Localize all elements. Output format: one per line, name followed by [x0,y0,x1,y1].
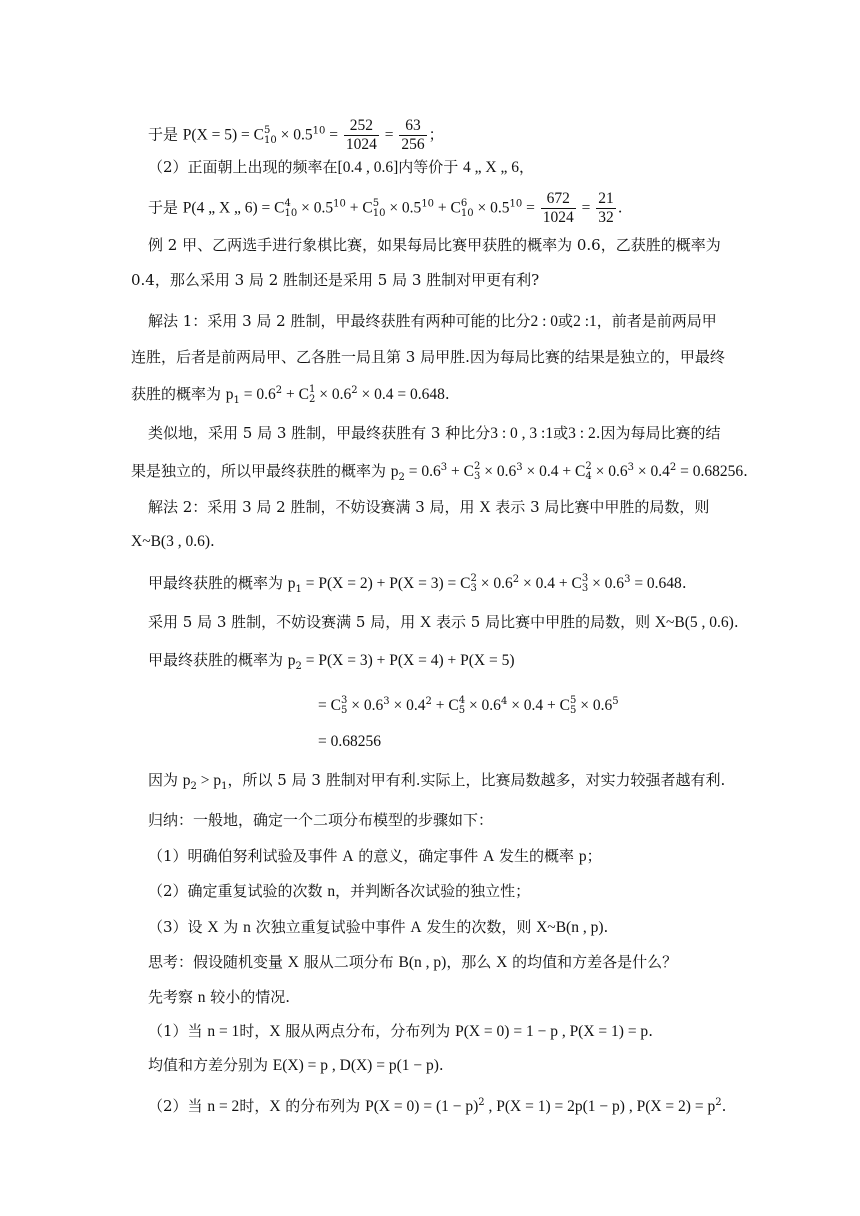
text-run: ，并判断各次试验的独立性； [335,882,531,900]
text-run: 服从二项分布 [298,953,399,971]
superscript: 4 [458,695,466,706]
superscript: 5 [264,124,271,136]
math-run: X [269,1098,281,1115]
text-run: 的意义，确定事件 [353,847,484,865]
text-run: 获胜的概率为 [131,385,226,403]
math-run: p [287,652,296,669]
line-12 [131,531,215,552]
math-run: + C [282,386,309,403]
math-run: p [287,575,296,592]
math-run: = [380,126,398,144]
index-pair [264,126,277,146]
text-run: （2）当 [148,1097,208,1115]
line-3 [148,190,623,227]
fraction [344,117,379,154]
line-2 [148,157,534,178]
subscript: 1 [295,584,302,595]
text-run: 较小的情况. [205,988,291,1006]
superscript: 10 [509,198,523,210]
text-run: ，所以 5 局 3 胜制对甲有利.实际上，比赛局数越多，对实力较强者越有利. [227,771,726,789]
superscript: 3 [340,695,348,706]
text-run: . [721,1097,727,1115]
text-run: 例 2 甲、乙两选手进行象棋比赛，如果每局比赛甲获胜的概率为 0.6，乙获胜的概率为 [148,236,721,254]
superscript: 10 [421,198,435,210]
line-22 [148,917,608,938]
line-26 [148,1055,444,1076]
subscript: 5 [458,705,466,716]
superscript: 3 [440,462,448,473]
fraction-numerator: 252 [344,117,379,136]
line-7 [131,347,725,367]
math-run: A [410,919,422,936]
fraction [596,190,616,227]
text-run: .因为每局比赛的结 [595,424,721,442]
math-run: × 0.4 + C [522,463,586,480]
text-run: 采用 5 局 3 胜制，不妨设赛满 5 局，用 [148,613,421,631]
superscript: 1 [309,384,316,395]
math-run: + C [345,199,373,217]
math-run: = [577,199,595,217]
text-run: ，前者是前两局甲 [596,312,717,330]
math-run: = 0.6 [239,386,276,403]
line-20 [148,846,602,867]
text-run: 果是独立的，所以甲最终获胜的概率为 [131,462,391,480]
math-run: X~B(3 , 0.6) [131,533,210,550]
text-run: . [603,918,609,936]
text-run: 思考：假设随机变量 [148,953,288,971]
math-run: = [522,199,539,217]
index-pair [373,199,386,219]
superscript: 5 [570,695,577,706]
math-run: × 0.4 [633,463,670,480]
math-run: > p [196,772,222,789]
math-run: + C [434,199,461,217]
math-run: × 0.6 [591,463,628,480]
text-run: 甲最终获胜的概率为 [148,574,288,592]
fraction-denominator: 256 [401,136,425,153]
text-run: 0.4，那么采用 3 局 2 胜制还是采用 5 局 3 胜制对甲更有利? [131,271,540,289]
text-run: ； [586,847,602,865]
subscript: 2 [295,661,302,672]
line-10 [131,458,748,488]
fraction-numerator: 21 [598,190,614,207]
superscript: 2 [275,385,283,396]
math-run: 2 : 0 [530,313,559,330]
math-run: 3 : 2 [568,425,596,442]
math-run: n = 2 [207,1098,240,1115]
text-run: 或 [558,312,574,330]
math-run: × 0.4 = 0.648 [357,386,445,403]
text-run: 发生的次数，则 [421,918,537,936]
fraction-denominator: 1024 [345,136,377,153]
text-run: . [617,198,623,217]
fraction-numerator: 63 [399,117,426,136]
text-run: . [210,532,215,550]
text-run: 表示 3 局比赛中甲胜的局数，则 [490,498,710,516]
text-run: （3）设 [148,918,208,936]
subscript: 3 [474,471,481,482]
fraction [541,190,576,227]
math-run: + C [447,463,474,480]
math-run: 3 : 0 , 3 :1 [490,425,554,442]
math-run: X [496,954,508,971]
subscript: 10 [460,207,474,219]
text-run: 服从两点分布，分布列为 [280,1022,456,1040]
math-run: × 0.4 [389,697,426,714]
math-run: X [269,1023,281,1040]
subscript: 5 [340,705,348,716]
superscript: 2 [474,461,481,472]
math-run: [0.4 , 0.6] [337,159,399,176]
text-run: （1）明确伯努利试验及事件 [148,847,343,865]
text-run: ， [518,158,534,176]
math-run: n = 1 [207,1023,240,1040]
superscript: 3 [624,574,631,585]
math-run: = [325,126,342,144]
line-5 [131,270,539,290]
text-run: . [444,385,450,403]
math-run: × 0.5 [473,199,510,217]
text-run: . [438,1056,444,1074]
text-run: 于是 [148,125,183,144]
subscript: 5 [570,705,577,716]
math-run: X~B(n , p) [536,919,604,936]
math-run: × 0.5 [385,199,422,217]
text-run: （2）正面朝上出现的频率在 [148,158,338,176]
line-17 [318,731,381,752]
text-run: （2）确定重复试验的次数 [148,882,328,900]
math-run: X [287,954,299,971]
math-run: × 0.5 [276,126,313,144]
line-13 [148,570,687,600]
superscript: 3 [627,462,634,473]
math-run: , P(X = 1) = 2p(1 − p) , P(X = 2) = p [484,1098,716,1115]
superscript: 3 [383,696,390,707]
subscript: 10 [284,207,298,219]
math-run: = P(X = 2) + P(X = 3) = C [301,575,471,592]
subscript: 3 [581,583,589,594]
text-run: . [648,1022,653,1040]
math-run: p [182,772,191,789]
superscript: 3 [581,573,589,584]
line-9 [148,423,720,444]
superscript: 2 [351,385,358,396]
line-8 [131,381,450,411]
text-run: ； [428,125,444,144]
text-run: 的分布列为 [280,1097,366,1115]
math-run: p [578,848,587,865]
superscript: 2 [512,574,520,585]
line-11 [148,497,709,518]
line-24 [148,987,290,1008]
math-run: × 0.4 + C [519,575,582,592]
subscript: 10 [372,207,386,219]
superscript: 2 [585,461,592,472]
math-run: B(n , p) [398,954,447,971]
subscript: 4 [585,471,592,482]
text-run: 内等价于 [398,158,464,176]
superscript: 3 [516,462,523,473]
text-run: 归纳：一般地，确定一个二项分布模型的步骤如下： [148,811,494,829]
line-23 [148,952,677,973]
line-27 [148,1093,726,1117]
math-run: A [342,848,354,865]
math-run: A [483,848,495,865]
superscript: 4 [500,696,508,707]
text-run: . [733,613,739,631]
text-run: . [681,574,687,592]
math-run: P(X = 0) = 1 − p , P(X = 1) = p [455,1023,649,1040]
text-run: 甲最终获胜的概率为 [148,651,288,669]
math-run: × 0.5 [297,199,334,217]
superscript: 10 [312,125,326,137]
fraction-numerator: 672 [541,190,576,209]
math-run: 4 „ X „ 6 [463,159,519,176]
text-run: 或 [553,424,569,442]
text-run: 类似地，采用 5 局 3 胜制，甲最终获胜有 3 种比分 [148,424,491,442]
line-14 [148,612,739,633]
fraction-denominator: 32 [598,209,614,226]
superscript: 10 [333,198,346,210]
math-run: X [207,919,219,936]
text-run: 表示 5 局比赛中甲胜的局数，则 [431,613,655,631]
fraction-denominator: 1024 [542,209,574,226]
math-run: P(X = 5) = C [182,126,264,144]
line-15 [148,650,515,677]
math-run: + C [431,697,459,714]
math-run: = 0.68256 [676,463,744,480]
text-run: （1）当 [148,1022,208,1040]
superscript: 2 [715,1097,722,1108]
subscript: 2 [190,781,197,792]
text-run: 时， [239,1097,270,1115]
subscript: 2 [398,472,405,483]
line-4 [148,235,721,255]
line-16 [318,692,619,716]
superscript: 2 [470,573,477,584]
math-run: = 0.648 [630,575,682,592]
math-run: P(4 „ X „ 6) = C [182,199,285,217]
subscript: 1 [221,781,228,792]
math-run: p [390,463,399,480]
math-run: × 0.6 [315,386,352,403]
math-run: = 0.6 [404,463,441,480]
superscript: 6 [460,197,468,209]
math-run: E(X) = p , D(X) = p(1 − p) [272,1057,439,1074]
line-25 [148,1021,653,1042]
superscript: 5 [372,197,380,209]
text-run: 解法 2：采用 3 局 2 胜制，不妨设赛满 3 局，用 [148,498,480,516]
superscript: 2 [425,696,432,707]
superscript: 5 [612,696,619,707]
math-run: 2 :1 [573,313,597,330]
text-run: 先考察 [148,988,198,1006]
subscript: 1 [233,395,240,406]
text-run: 次独立重复试验中事件 [250,918,411,936]
math-run: p [225,386,234,403]
math-run: × 0.6 [588,575,625,592]
math-run: X [479,499,491,516]
math-run: X [420,614,432,631]
line-6 [148,311,717,332]
math-run: × 0.6 [465,697,501,714]
text-run: 因为 [148,771,183,789]
math-run: = 0.68256 [318,733,381,750]
subscript: 10 [264,134,277,146]
text-run: 发生的概率 [494,847,579,865]
math-run: × 0.6 [576,697,613,714]
math-run: X~B(5 , 0.6) [654,614,734,631]
text-run: 均值和方差分别为 [148,1056,273,1074]
math-run: n [243,919,251,936]
text-run: ，那么 [446,953,497,971]
math-run: × 0.6 [476,575,513,592]
line-18 [148,770,725,797]
fraction [399,117,426,154]
math-run: = C [318,697,341,714]
math-run: n [197,989,206,1006]
text-run: 时， [239,1022,270,1040]
subscript: 3 [470,583,477,594]
math-run: × 0.6 [480,463,517,480]
math-run: × 0.6 [347,697,384,714]
subscript: 2 [309,394,316,405]
math-run: P(X = 0) = (1 − p) [365,1098,479,1115]
math-run: = P(X = 3) + P(X = 4) + P(X = 5) [301,652,515,669]
text-run: . [743,462,748,480]
superscript: 4 [284,197,291,209]
text-run: 于是 [148,198,183,217]
math-run: n [327,883,336,900]
math-run: × 0.4 + C [507,697,571,714]
text-run: 的均值和方差各是什么？ [507,953,678,971]
index-pair [285,199,298,219]
text-run: 解法 1：采用 3 局 2 胜制，甲最终获胜有两种可能的比分 [148,312,531,330]
line-19 [148,810,493,830]
text-run: 连胜，后者是前两局甲、乙各胜一局且第 3 局甲胜.因为每局比赛的结果是独立的，甲最终 [131,348,725,366]
index-pair [461,199,474,219]
superscript: 2 [669,462,677,473]
line-21 [148,881,530,902]
superscript: 2 [478,1097,485,1108]
text-run: 为 [218,918,244,936]
line-1 [148,117,444,154]
